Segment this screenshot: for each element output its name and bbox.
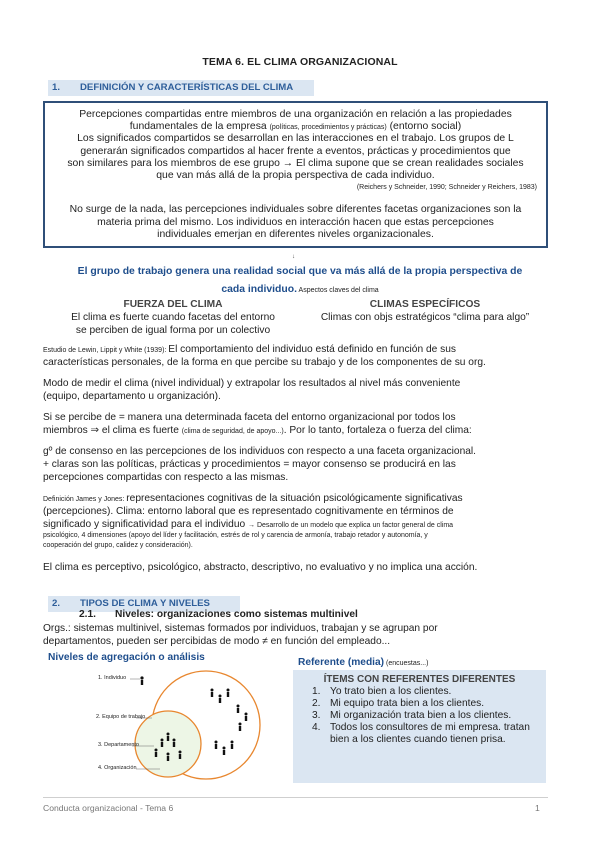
grado-line-3: percepciones compartidas con respecto a las mismas. <box>43 472 289 483</box>
page-title: TEMA 6. EL CLIMA ORGANIZACIONAL <box>202 56 398 68</box>
diagram-label-4: 4. Organización <box>98 765 137 771</box>
subsection-2-1-number: 2.1. <box>79 609 96 620</box>
si-line-2: miembros ⇒ el clima es fuerte (clima de seguridad, de apoyo...). Por lo tanto, fortaleza o fuerza del clima: <box>43 425 472 436</box>
box-line-3: Los significados compartidos se desarrollan en las interacciones en el trabajo. Los grupos de L <box>77 133 514 144</box>
item-1: 1. Yo trato bien a los clientes. <box>312 686 452 697</box>
team-circle <box>135 711 201 777</box>
james-line-5: cooperación del grupo, calidez y consideración). <box>43 542 193 549</box>
subsection-2-1-heading: Niveles: organizaciones como sistemas multinivel <box>115 609 358 620</box>
modo-line-1: Modo de medir el clima (nivel individual) y extrapolar los resultados al nivel más conveniente <box>43 378 461 389</box>
box-p2-line-3: individuales emerjan en diferentes niveles organizacionales. <box>157 229 434 240</box>
section-2-number: 2. <box>52 598 61 609</box>
item-4: 4. Todos los consultores de mi empresa. tratan bien a los clientes cuando tienen prisa. <box>312 722 530 746</box>
box-p2-line-1: No surge de la nada, las percepciones individuales sobre diferentes facetas organizaciones son la <box>69 204 522 215</box>
orgs-line-1: Orgs.: sistemas multinivel, sistemas formados por individuos, trabajan y se agrupan por <box>43 623 438 634</box>
lewin-line-1: Estudio de Lewin, Lippit y White (1939): El comportamiento del individuo está definido en función de sus <box>43 344 456 355</box>
section-1-heading: DEFINICIÓN Y CARACTERÍSTICAS DEL CLIMA <box>80 82 294 93</box>
referente-heading: Referente (media) (encuestas...) <box>298 657 429 668</box>
perceptivo-line: El clima es perceptivo, psicológico, abstracto, descriptivo, no evaluativo y no implica una acción. <box>43 562 478 573</box>
page-number: 1 <box>535 803 540 813</box>
box-p2-line-2: materia prima del mismo. Los individuos en interacción hacen que estas percepciones <box>97 217 494 228</box>
down-arrow-icon: ↓ <box>292 254 295 260</box>
group-statement-line-1: El grupo de trabajo genera una realidad social que va más allá de la propia perspectiva de <box>77 266 523 277</box>
fuerza-line-2: se perciben de igual forma por un colectivo <box>75 325 271 336</box>
box-line-2: fundamentales de la empresa (políticas, procedimientos y prácticas) (entorno social) <box>129 121 462 132</box>
james-line-4: psicológico, 4 dimensiones (apoyo del líder y facilitación, estrés de rol y carencia de armonía, trabajo retador y autonomía, y <box>43 532 428 539</box>
box-line-5: son similares para los miembros de ese grupo → El clima supone que se crean realidades sociales <box>67 158 524 169</box>
footer-divider <box>43 797 548 798</box>
modo-line-2: (equipo, departamento u organización). <box>43 391 221 402</box>
box-citation: (Reichers y Schneider, 1990; Schneider y Reichers, 1983) <box>356 184 537 191</box>
fuerza-heading: FUERZA DEL CLIMA <box>123 299 223 310</box>
lewin-line-2: características personales, de la forma en que percibe su trabajo y de los componentes de su org. <box>43 357 486 368</box>
item-3: 3. Mi organización trata bien a los clientes. <box>312 710 512 721</box>
box-line-6: que van más allá de la propia perspectiva de cada individuo. <box>156 170 435 181</box>
grado-line-1: gº de consenso en las percepciones de los individuos con respecto a una faceta organizacional. <box>43 446 477 457</box>
diagram-label-3: 3. Departamento <box>98 742 139 748</box>
item-2: 2. Mi equipo trata bien a los clientes. <box>312 698 485 709</box>
james-line-1: Definición James y Jones: representaciones cognitivas de la situación psicológicamente significativas <box>43 493 463 504</box>
box-line-4: generarán significados compartidos al hacer frente a eventos, prácticas y procedimientos que <box>80 146 511 157</box>
climas-heading: CLIMAS ESPECÍFICOS <box>369 299 481 310</box>
grado-line-2: + claras son las políticas, prácticas y procedimientos = mayor consenso se producirá en las <box>43 459 456 470</box>
si-line-1: Si se percibe de = manera una determinada faceta del entorno organizacional por todos los <box>43 412 456 423</box>
section-1-number: 1. <box>52 82 61 93</box>
box-line-1: Percepciones compartidas entre miembros de una organización en relación a las propiedades <box>79 109 512 120</box>
footer-text: Conducta organizacional - Tema 6 <box>43 803 174 813</box>
group-statement-line-2: cada individuo. Aspectos claves del clima <box>221 284 379 295</box>
items-heading: ÍTEMS CON REFERENTES DIFERENTES <box>323 674 516 685</box>
niveles-heading: Niveles de agregación o análisis <box>48 652 205 663</box>
james-line-3: significado y significatividad para el individuo → Desarrollo de un modelo que explica un factor general de clima <box>43 519 454 530</box>
fuerza-line-1: El clima es fuerte cuando facetas del entorno <box>71 312 275 323</box>
section-2-heading: TIPOS DE CLIMA Y NIVELES <box>80 598 210 609</box>
orgs-line-2: departamentos, pueden ser percibidas de modo ≠ en función del empleado... <box>43 636 391 647</box>
diagram-label-2: 2. Equipo de trabajo <box>96 714 146 720</box>
james-line-2: (percepciones). Clima: entorno laboral que es representado cognitivamente en términos de <box>43 506 454 517</box>
diagram-label-1: 1. Individuo <box>98 675 127 681</box>
climas-line-1: Climas con objs estratégicos “clima para algo” <box>320 312 530 323</box>
